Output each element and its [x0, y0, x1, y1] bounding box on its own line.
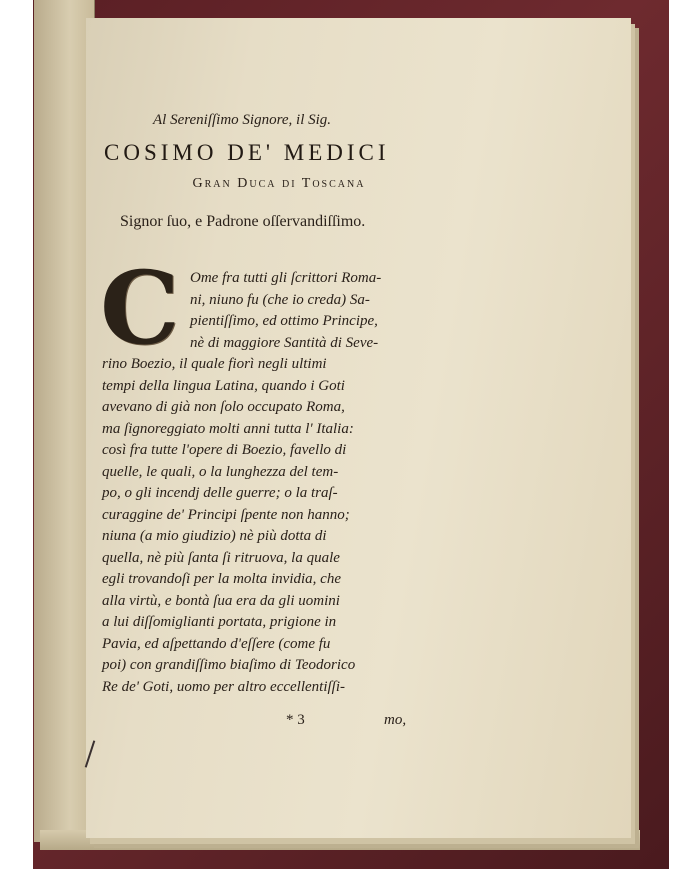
text-line: Pavia, ed aſpettando d'eſſere (come fu: [102, 635, 331, 652]
text-line: quelle, le quali, o la lunghezza del tem-: [102, 463, 339, 480]
text-line: ma ſignoreggiato molti anni tutta l' Italia:: [102, 420, 354, 437]
text-line: così fra tutte l'opere di Boezio, favello di: [102, 442, 347, 458]
page-number: * 3: [286, 712, 305, 728]
catchword: mo,: [384, 712, 407, 728]
drop-cap: C: [100, 249, 180, 367]
text-line: po, o gli incendj delle guerre; o la traſ-: [102, 485, 338, 501]
salutation: Signor ſuo, e Padrone oſſervandiſſimo.: [120, 213, 366, 230]
dedicatee-name: COSIMO DE' MEDICI: [104, 140, 390, 165]
text-line: tempi della lingua Latina, quando i Goti: [102, 377, 345, 394]
text-line: alla virtù, e bontà ſua era da gli uomini: [102, 592, 340, 609]
body-text: [102, 268, 447, 698]
text-line: avevano di già non ſolo occupato Roma,: [102, 399, 345, 415]
text-line: a lui diſſomiglianti portata, prigione in: [102, 614, 337, 630]
text-line: curaggine de' Principi ſpente non hanno;: [102, 506, 350, 523]
dedicatee-title: Gran Duca di Toscana: [192, 176, 366, 191]
text-line: nè di maggiore Santità di Seve-: [190, 334, 379, 351]
text-line: poi) con grandiſſimo biaſimo di Teodorico: [102, 657, 356, 673]
text-line: egli trovandoſi per la molta invidia, che: [102, 571, 341, 587]
text-line: ni, niuno fu (che io creda) Sa-: [190, 291, 370, 308]
text-line: quella, nè più ſanta ſi ritruova, la quale: [102, 549, 340, 566]
text-line: Re de' Goti, uomo per altro eccellentiſſi-: [102, 678, 346, 695]
text-line: pientiſſimo, ed ottimo Principe,: [190, 313, 378, 329]
text-line: Ome fra tutti gli ſcrittori Roma-: [190, 270, 382, 286]
text-line: rino Boezio, il quale fiorì negli ultimi: [102, 356, 327, 372]
dedication-line: Al Sereniſſimo Signore, il Sig.: [153, 112, 332, 128]
text-line: niuna (a mio giudizio) nè più dotta di: [102, 528, 327, 544]
